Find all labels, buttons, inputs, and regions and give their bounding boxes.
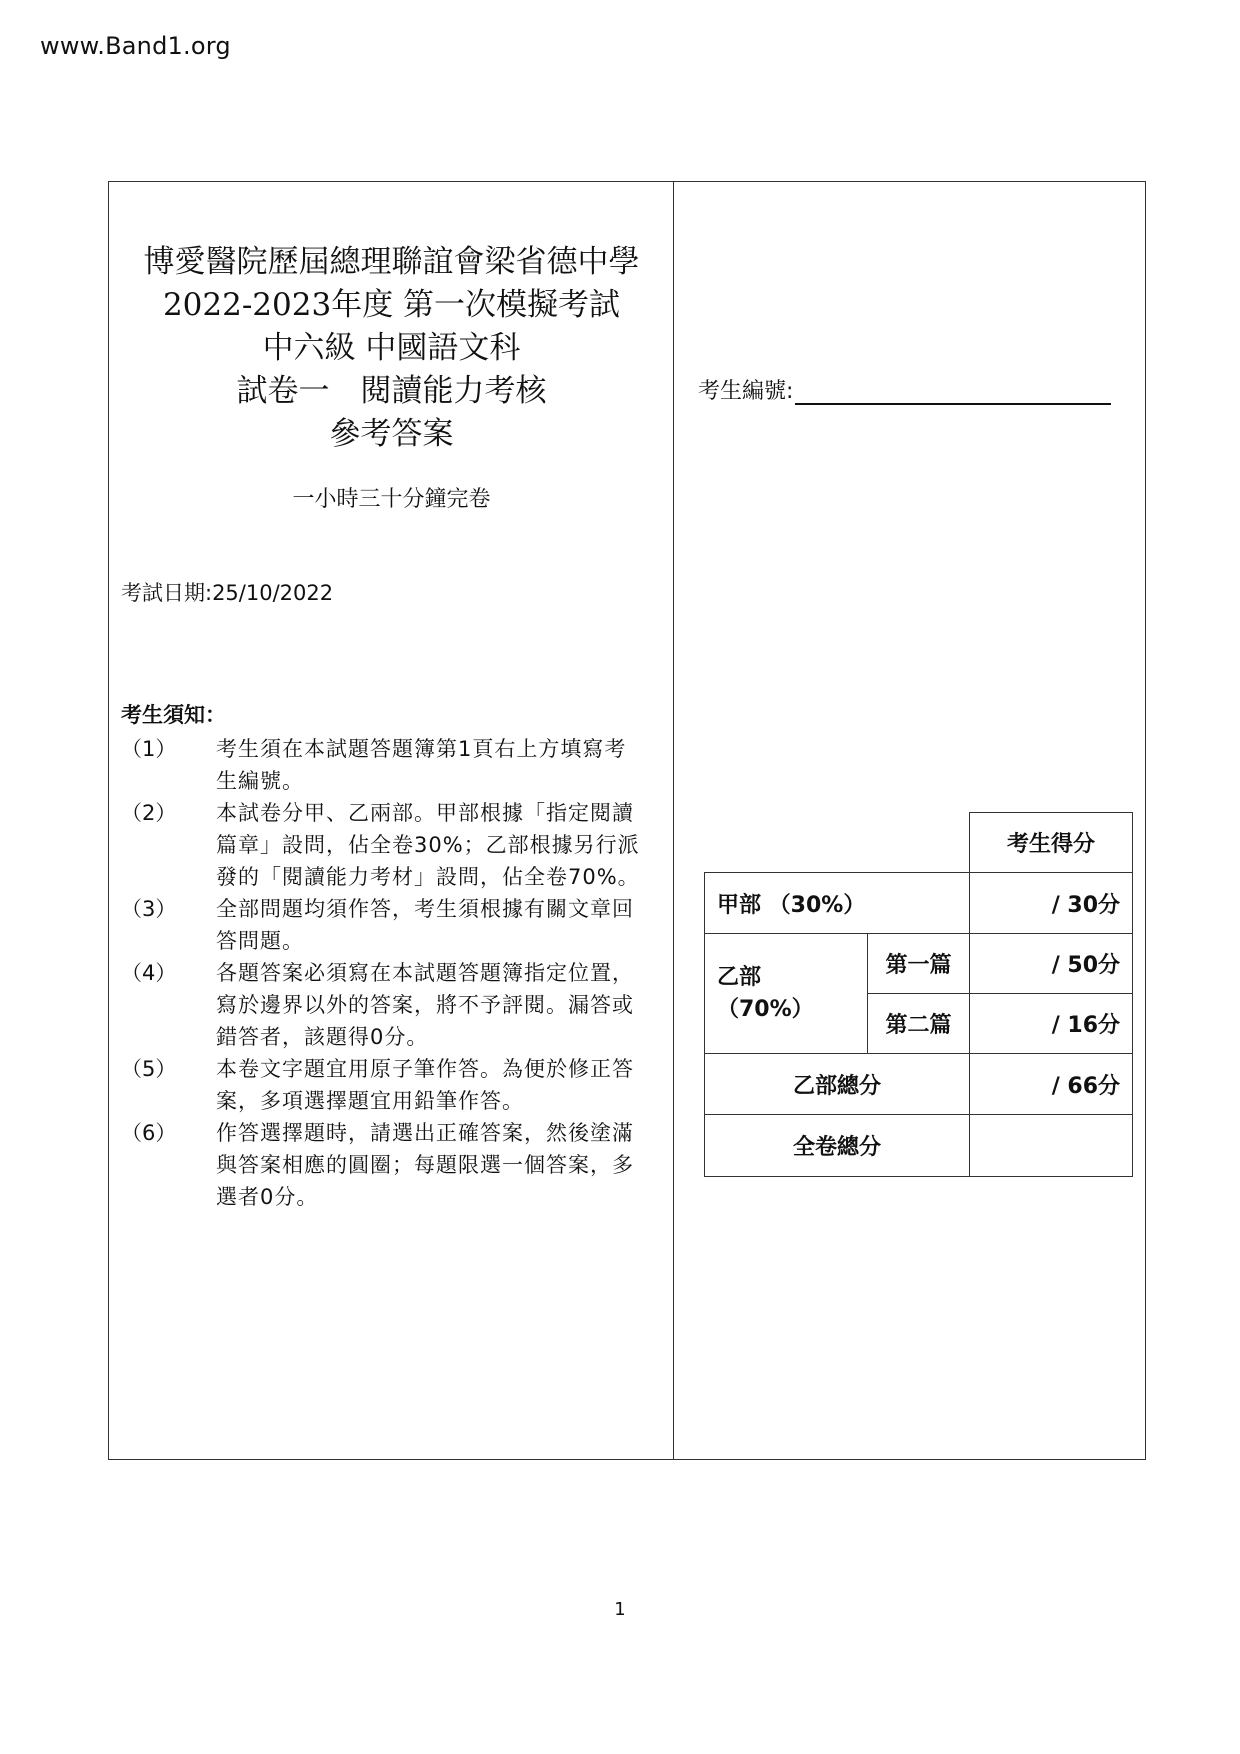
instructions-heading: 考生須知： — [121, 703, 226, 727]
instruction-text: 各題答案必須寫在本試題答題簿指定位置，寫於邊界以外的答案，將不予評閱。漏答或錯答者，該題得0分。 — [216, 961, 634, 1049]
part-a-row — [705, 873, 1133, 934]
instruction-text: 考生須在本試題答題簿第1頁右上方填寫考生編號。 — [216, 737, 627, 793]
instruction-number: （3） — [121, 897, 177, 921]
exam-title: 2022-2023年度 第一次模擬考試 — [162, 287, 621, 323]
passage1-label: 第一篇 — [868, 934, 970, 994]
candidate-number-blank[interactable] — [795, 381, 1111, 405]
score-header-cell: 考生得分 — [970, 813, 1133, 873]
instruction-item — [121, 957, 661, 1053]
title-block — [110, 241, 673, 456]
passage1-score: / 50分 — [970, 934, 1133, 994]
instructions-list — [121, 733, 661, 1213]
instruction-item — [121, 733, 661, 797]
part-a-score: / 30分 — [970, 873, 1133, 934]
part-b-label-line1: 乙部 — [717, 964, 762, 990]
instruction-item — [121, 1117, 661, 1213]
doc-type: 參考答案 — [329, 416, 454, 452]
instruction-text: 本卷文字題宜用原子筆作答。為便於修正答案，多項選擇題宜用鉛筆作答。 — [216, 1057, 634, 1113]
passage1-row — [705, 934, 1133, 994]
page-number: 1 — [614, 1599, 626, 1620]
passage2-label: 第二篇 — [868, 994, 970, 1054]
grand-total-row — [705, 1115, 1133, 1177]
instruction-number: （6） — [121, 1121, 177, 1145]
instruction-text: 全部問題均須作答，考生須根據有關文章回答問題。 — [216, 897, 634, 953]
grand-total-label: 全卷總分 — [705, 1115, 970, 1177]
part-b-label-line2: （70%） — [717, 996, 814, 1022]
candidate-number-label: 考生編號: — [698, 379, 794, 404]
candidate-number-field — [698, 374, 1111, 405]
part-b-label — [705, 934, 868, 1054]
site-url: www.Band1.org — [40, 32, 231, 60]
score-table-header-row — [705, 813, 1133, 873]
instruction-item — [121, 797, 661, 893]
school-name: 博愛醫院歷屆總理聯誼會梁省德中學 — [143, 244, 640, 280]
instruction-item — [121, 893, 661, 957]
instruction-number: （1） — [121, 737, 177, 761]
empty-corner-cell — [705, 813, 970, 873]
instruction-text: 作答選擇題時，請選出正確答案，然後塗滿與答案相應的圓圈；每題限選一個答案，多選者0分。 — [216, 1121, 634, 1209]
instruction-text: 本試卷分甲、乙兩部。甲部根據「指定閱讀篇章」設問，佔全卷30%；乙部根據另行派發的「閱讀能力考材」設問，佔全卷70%。 — [216, 801, 640, 889]
instruction-number: （2） — [121, 801, 177, 825]
grand-total-score[interactable] — [970, 1115, 1133, 1177]
part-b-total-label: 乙部總分 — [705, 1054, 970, 1115]
instruction-item — [121, 1053, 661, 1117]
exam-duration: 一小時三十分鐘完卷 — [292, 487, 491, 512]
paper-title: 試卷一 閱讀能力考核 — [236, 373, 547, 409]
part-b-total-score: / 66分 — [970, 1054, 1133, 1115]
score-table — [704, 812, 1133, 1177]
instruction-number: （5） — [121, 1057, 177, 1081]
part-b-total-row — [705, 1054, 1133, 1115]
passage2-score: / 16分 — [970, 994, 1133, 1054]
part-a-label: 甲部 （30%） — [705, 873, 970, 934]
exam-date: 考試日期:25/10/2022 — [121, 581, 334, 605]
instruction-number: （4） — [121, 961, 177, 985]
column-divider — [673, 181, 674, 1460]
level-subject: 中六級 中國語文科 — [262, 330, 521, 366]
